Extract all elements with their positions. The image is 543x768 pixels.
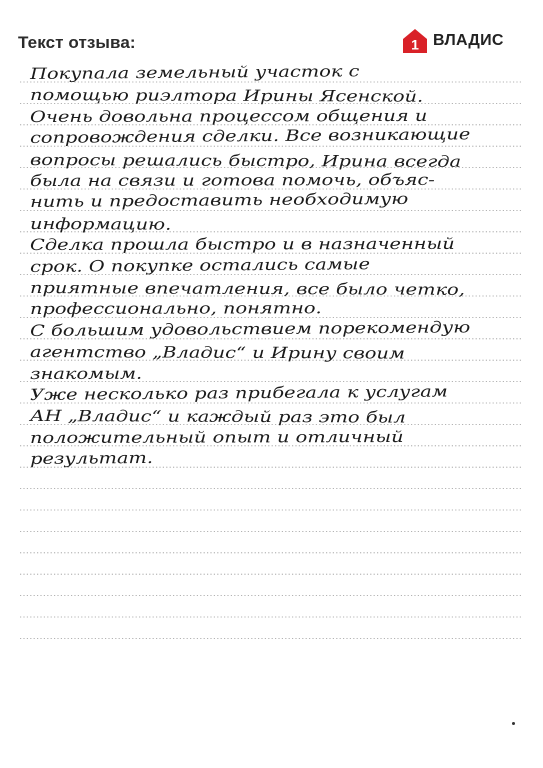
review-line: срок. О покупке остались самые <box>29 254 371 276</box>
logo-text: ВЛАДИС <box>433 32 504 49</box>
review-line: результат. <box>29 449 154 469</box>
review-line: информацию. <box>29 214 172 234</box>
review-line: нить и предоставить необходимую <box>29 190 409 212</box>
review-line: Уже несколько раз прибегала к услугам <box>29 382 448 404</box>
logo-numeral: 1 <box>411 36 419 53</box>
review-line: приятные впечатления, все было четко, <box>29 279 465 299</box>
review-line: агентство „Владис“ и Ирину своим <box>29 343 406 363</box>
review-line: была на связи и готова помочь, объяс- <box>29 170 435 190</box>
review-line: Покупала земельный участок с <box>29 62 360 83</box>
form-title: Текст отзыва: <box>18 33 136 52</box>
review-line: положительный опыт и отличный <box>29 427 404 447</box>
review-line: помощью риэлтора Ирины Ясенской. <box>29 86 424 107</box>
review-line: вопросы решались быстро, Ирина всегда <box>29 150 462 171</box>
review-line: Сделка прошла быстро и в назначенный <box>29 235 455 255</box>
stray-mark <box>512 722 515 725</box>
review-line: профессионально, понятно. <box>29 299 322 319</box>
review-line: Очень довольна процессом общения и <box>29 106 428 126</box>
review-line: сопровождения сделки. Все возникающие <box>29 125 471 148</box>
review-line: знакомым. <box>29 364 143 383</box>
review-line: С большим удовольствием порекомендую <box>29 318 471 340</box>
review-line: АН „Владис“ и каждый раз это был <box>29 407 406 427</box>
